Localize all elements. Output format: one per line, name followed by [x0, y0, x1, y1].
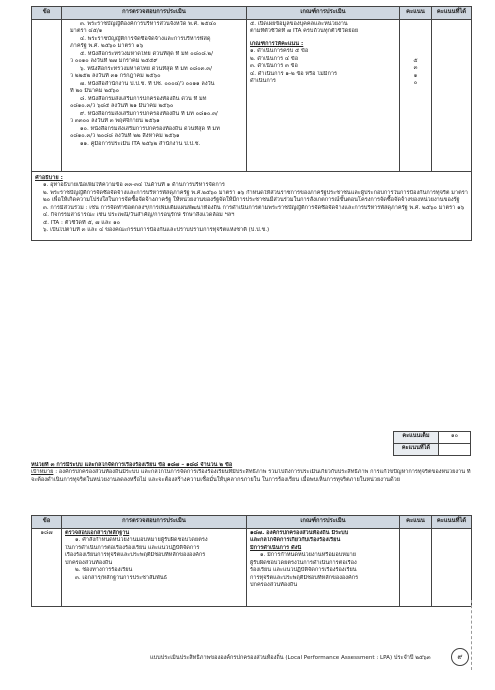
criteria-line: ๑๐. หนังสือกรมส่งเสริมการปกครองท้องถิ่น ด่วนที่สุด ที่ มท	[80, 125, 220, 132]
score-cell	[400, 19, 432, 171]
criteria-line: ว ๓๓๐๐ ลงวันที่ ๓ พฤศจิกายน ๒๕๖๑	[70, 118, 160, 125]
scoring-item: ๓. ดำเนินการ ๓ ข้อ	[250, 63, 298, 70]
full-score-value: ๑๐	[439, 432, 471, 444]
criteria-line: ๐๘๑๐.๓/ว ๖๘๕ ลงวันที่ ๒๑ มีนาคม ๒๕๖๐	[70, 103, 174, 110]
criteria-line: ภาครัฐ พ.ศ. ๒๕๖๐ มาตรา ๑๖	[70, 43, 144, 50]
row-no-cell: ๑๘๗	[32, 528, 62, 606]
note-item: ๕. ITA : ตัวชี้วัดที่ ๕, ๗ และ ๑๐	[43, 219, 121, 226]
header-measure: เกณฑ์การประเมิน	[247, 7, 400, 20]
criteria-line: ๘. หนังสือกรมส่งเสริมการปกครองท้องถิ่น ด่วน ที่ มท	[80, 95, 207, 102]
measure-line: ตามที่ตัวชี้วัดที่ ๗ ITA ครบถ้วนทุกตัวชี้วัดย่อย	[250, 28, 359, 35]
note-item: ๖. เป็นไปตามที่ ๓ และ ๔ ของคณะกรรมการป้องกันและปราบปรามการทุจริตแห่งชาติ (ป.ป.ช.)	[43, 227, 270, 234]
purpose-label: เป้าหมาย	[31, 469, 54, 476]
notes-cell	[32, 171, 472, 240]
measure-item: การทุจริตและประพฤติมิชอบที่หลักขององค์กร	[250, 574, 359, 581]
score-summary-table	[393, 431, 471, 456]
score-value: ๕	[413, 57, 418, 64]
criteria-line: ๐๘๑๐.๓/ว ๒๐๘๘ ลงวันที่ ๒๒ สิงหาคม ๒๕๖๑	[70, 133, 180, 140]
row-no-cell	[32, 19, 62, 171]
criteria-line: ๓. พระราชบัญญัติองค์การบริหารส่วนจังหวัด พ.ศ. ๒๕๔๐	[80, 20, 217, 27]
page-footer: แบบประเมินประสิทธิภาพขององค์กรปกครองส่วนท้องถิ่น (Local Performance Assessment : LPA) ประจำปี ๒๕๖๓	[150, 655, 431, 661]
header-measure: เกณฑ์การประเมิน	[247, 516, 400, 529]
got-score-value	[439, 444, 471, 456]
criteria-heading: ตรวจสอบเอกสาร/หลักฐาน	[65, 529, 130, 536]
measure-line: และกลไกจัดการเกี่ยวกับเรื่องร้องเรียน	[250, 537, 341, 544]
purpose-text: : องค์กรปกครองส่วนท้องถิ่นมีระบบ และกลไกในการจัดการเรื่องร้องเรียนที่มีประสิทธิภาพ รวมไปถึงการประเมินเกี่ยวกับประสิทธิภาพ การแก้ไขปัญหาการทุจริตของหน่วยงาน ที่จะต้องดำเนินการทุจริตในหน่วยงานลดลงหรือไม่ และจะต้องสร้างความเชื่อมั่นให้บุคลากรภายใน ในการร้องเรียน เมื่อพบเห็นการทุจริตภายในหน่วยงานด้วย	[31, 469, 471, 483]
header-criteria: การตรวจสอบการประเมิน	[62, 7, 247, 20]
criteria-line: ๑. คำสั่งกำหนดหน่วยงานมอบหมายผู้รับผิดชอบโดยตรง	[75, 537, 208, 544]
measure-item: ปกครองส่วนท้องถิ่น	[250, 582, 298, 589]
criteria-line: ว ๐๐๑๐ ลงวันที่ ๒๗ มกราคม ๒๕๕๙	[70, 58, 158, 65]
got-score-label: คะแนนที่ได้	[394, 444, 439, 456]
measure-item: ๑. มีการกำหนดหน่วยงานหรือมอบหมาย	[260, 552, 357, 559]
criteria-line: ๙. หนังสือกรมส่งเสริมการปกครองท้องถิ่น ที่ มท ๐๘๑๐.๓/	[80, 110, 218, 117]
header-score: คะแนน	[400, 7, 432, 20]
measure-cell	[247, 19, 400, 171]
criteria-line: เรื่องร้องเรียนการทุจริตและประพฤติมิชอบที่หลักขององค์กร	[65, 552, 206, 559]
note-item: ๑. อุทาอธิบายเนื้อเพิ่มให้ความข้อ ๓๓-๓๔ ในด้านที่ ๑ ด้านการบริหารจัดการ	[43, 182, 225, 189]
score-value: ๐	[413, 80, 418, 87]
table-header-row	[32, 7, 472, 20]
section-purpose	[31, 469, 471, 484]
criteria-table-top	[31, 6, 472, 241]
header-no: ข้อ	[32, 516, 62, 529]
note-item: ๒. พระราชบัญญัติการจัดซื้อจัดจ้างและการบริหารพัสดุภาครัฐ พ.ศ.๒๕๖๐ มาตรา ๑๖ กำหนดให้ส่วนราชการของภาครัฐประชาชนและผู้ประกอบการในการป้องกันการทุจริต มาตรา ๒๐ เพื่อให้เกิดความโปร่งใสในการจัดซื้อจัดจ้างภาครัฐ ให้หน่วยงานของรัฐจัดให้มีการประชาชนมีส่วนร่วมในการสังเกตการณ์ขั้นตอนโครงการจัดซื้อจัดจ้างของหน่วยงานของรัฐ	[43, 189, 468, 204]
scoring-item: ๔. ดำเนินการ ๑-๒ ข้อ หรือ ไม่มีการ	[250, 70, 337, 77]
criteria-cell	[62, 19, 247, 171]
note-item: ๔. กิจกรรมสาธารณะ เช่น ประเพณี/วันสำคัญ/การอนุรักษ์ รักษาสิ่งแวดล้อม ฯลฯ	[43, 212, 235, 219]
criteria-line: ในการดำเนินการต่อเรื่องร้องเรียน และแนวปฏิบัติจัดการ	[65, 544, 200, 551]
criteria-table-bottom	[31, 515, 472, 607]
header-score: คะแนน	[400, 516, 432, 529]
table-row	[32, 528, 472, 606]
score-cell	[400, 528, 432, 606]
criteria-line: ว ๒๒๕๒ ลงวันที่ ๓๑ กรกฎาคม ๒๕๖๐	[70, 73, 161, 80]
measure-cell	[247, 528, 400, 606]
criteria-line: มาตรา ๔๕/๑	[70, 28, 103, 35]
measure-line: ๑๘๗. องค์กรปกครองส่วนท้องถิ่น มีระบบ	[250, 529, 349, 536]
notes-heading: คำอธิบาย :	[35, 174, 63, 181]
criteria-line: ๒. ช่องทางการร้องเรียน	[75, 567, 133, 574]
note-item: ๓. การมีส่วนร่วม : เช่น การจัดทำข้อตกลงฯ/การเพิ่มเติมแผนพัฒนาท้องถิ่น การดำเนินการตามพระราชบัญญัติการจัดซื้อจัดจ้างและการบริหารพัสดุภาครัฐ พ.ศ. ๒๕๖๐ มาตรา ๑๖	[43, 204, 465, 211]
scoring-item: ๒. ดำเนินการ ๔ ข้อ	[250, 55, 299, 62]
scoring-item: ดำเนินการ	[250, 78, 276, 85]
header-got: คะแนนที่ได้	[432, 7, 472, 20]
table-row	[32, 19, 472, 171]
notes-row	[32, 171, 472, 240]
criteria-line: ๖. หนังสือกระทรวงมหาดไทย ด่วนที่สุด ที่ มท ๐๘๐๓.๓/	[80, 65, 212, 72]
measure-line: ๕. เปิดเผยข้อมูลของบุคคลและหน่วยงาน	[250, 20, 348, 27]
scoring-item: ๑. ดำเนินการครบ ๕ ข้อ	[250, 48, 309, 55]
footer-divider	[471, 600, 482, 670]
criteria-line: ๑๑. คู่มือการประเมิน ITA ๒๕๖๒ สำนักงาน ป.ป.ช.	[80, 140, 201, 147]
criteria-line: ปกครองส่วนท้องถิ่น	[65, 559, 113, 566]
header-no: ข้อ	[32, 7, 62, 20]
page-number: ๙	[451, 648, 469, 666]
criteria-line: ๗. หนังสือสำนักงาน ป.ป.ช. ที่ ปช. ๐๐๐๔/ว ๐๐๑๑ ลงวัน	[80, 80, 215, 87]
got-cell	[432, 19, 472, 171]
table-header-row	[32, 516, 472, 529]
header-got: คะแนนที่ได้	[432, 516, 472, 529]
measure-item: ร้องเรียน และแนวปฏิบัติจัดการเรื่องร้องเรียน	[250, 567, 357, 574]
section-title: หน่วยที่ ๓ การมีระบบ และกลไกจัดการเรื่องร้องเรียน ข้อ ๑๘๗ – ๑๘๘ จำนวน ๒ ข้อ	[31, 462, 233, 468]
got-cell	[432, 528, 472, 606]
criteria-line: ที่ ๒๐ มีนาคม ๒๕๖๐	[70, 88, 120, 95]
criteria-cell	[62, 528, 247, 606]
scoring-heading: เกณฑ์การให้คะแนน :	[250, 40, 304, 47]
criteria-line: ๓. เอกสาร/หลักฐานการประชาสัมพันธ์	[75, 574, 168, 581]
criteria-line: ๕. หนังสือกระทรวงมหาดไทย ด่วนที่สุด ที่ มท ๐๘๐๘.๒/	[80, 50, 214, 57]
header-criteria: การตรวจสอบการประเมิน	[62, 516, 247, 529]
full-score-label: คะแนนเต็ม	[394, 432, 439, 444]
section-intro	[31, 462, 471, 484]
criteria-line: ๔. พระราชบัญญัติการจัดซื้อจัดจ้างและการบริหารพัสดุ	[80, 35, 211, 42]
score-value: ๓	[413, 65, 418, 72]
measure-heading: มีการดำเนินการ ดังนี้	[250, 544, 302, 551]
measure-item: ผู้รับผิดชอบโดยตรงในการดำเนินการต่อเรื่อง	[250, 559, 357, 566]
score-value: ๑	[413, 72, 418, 79]
